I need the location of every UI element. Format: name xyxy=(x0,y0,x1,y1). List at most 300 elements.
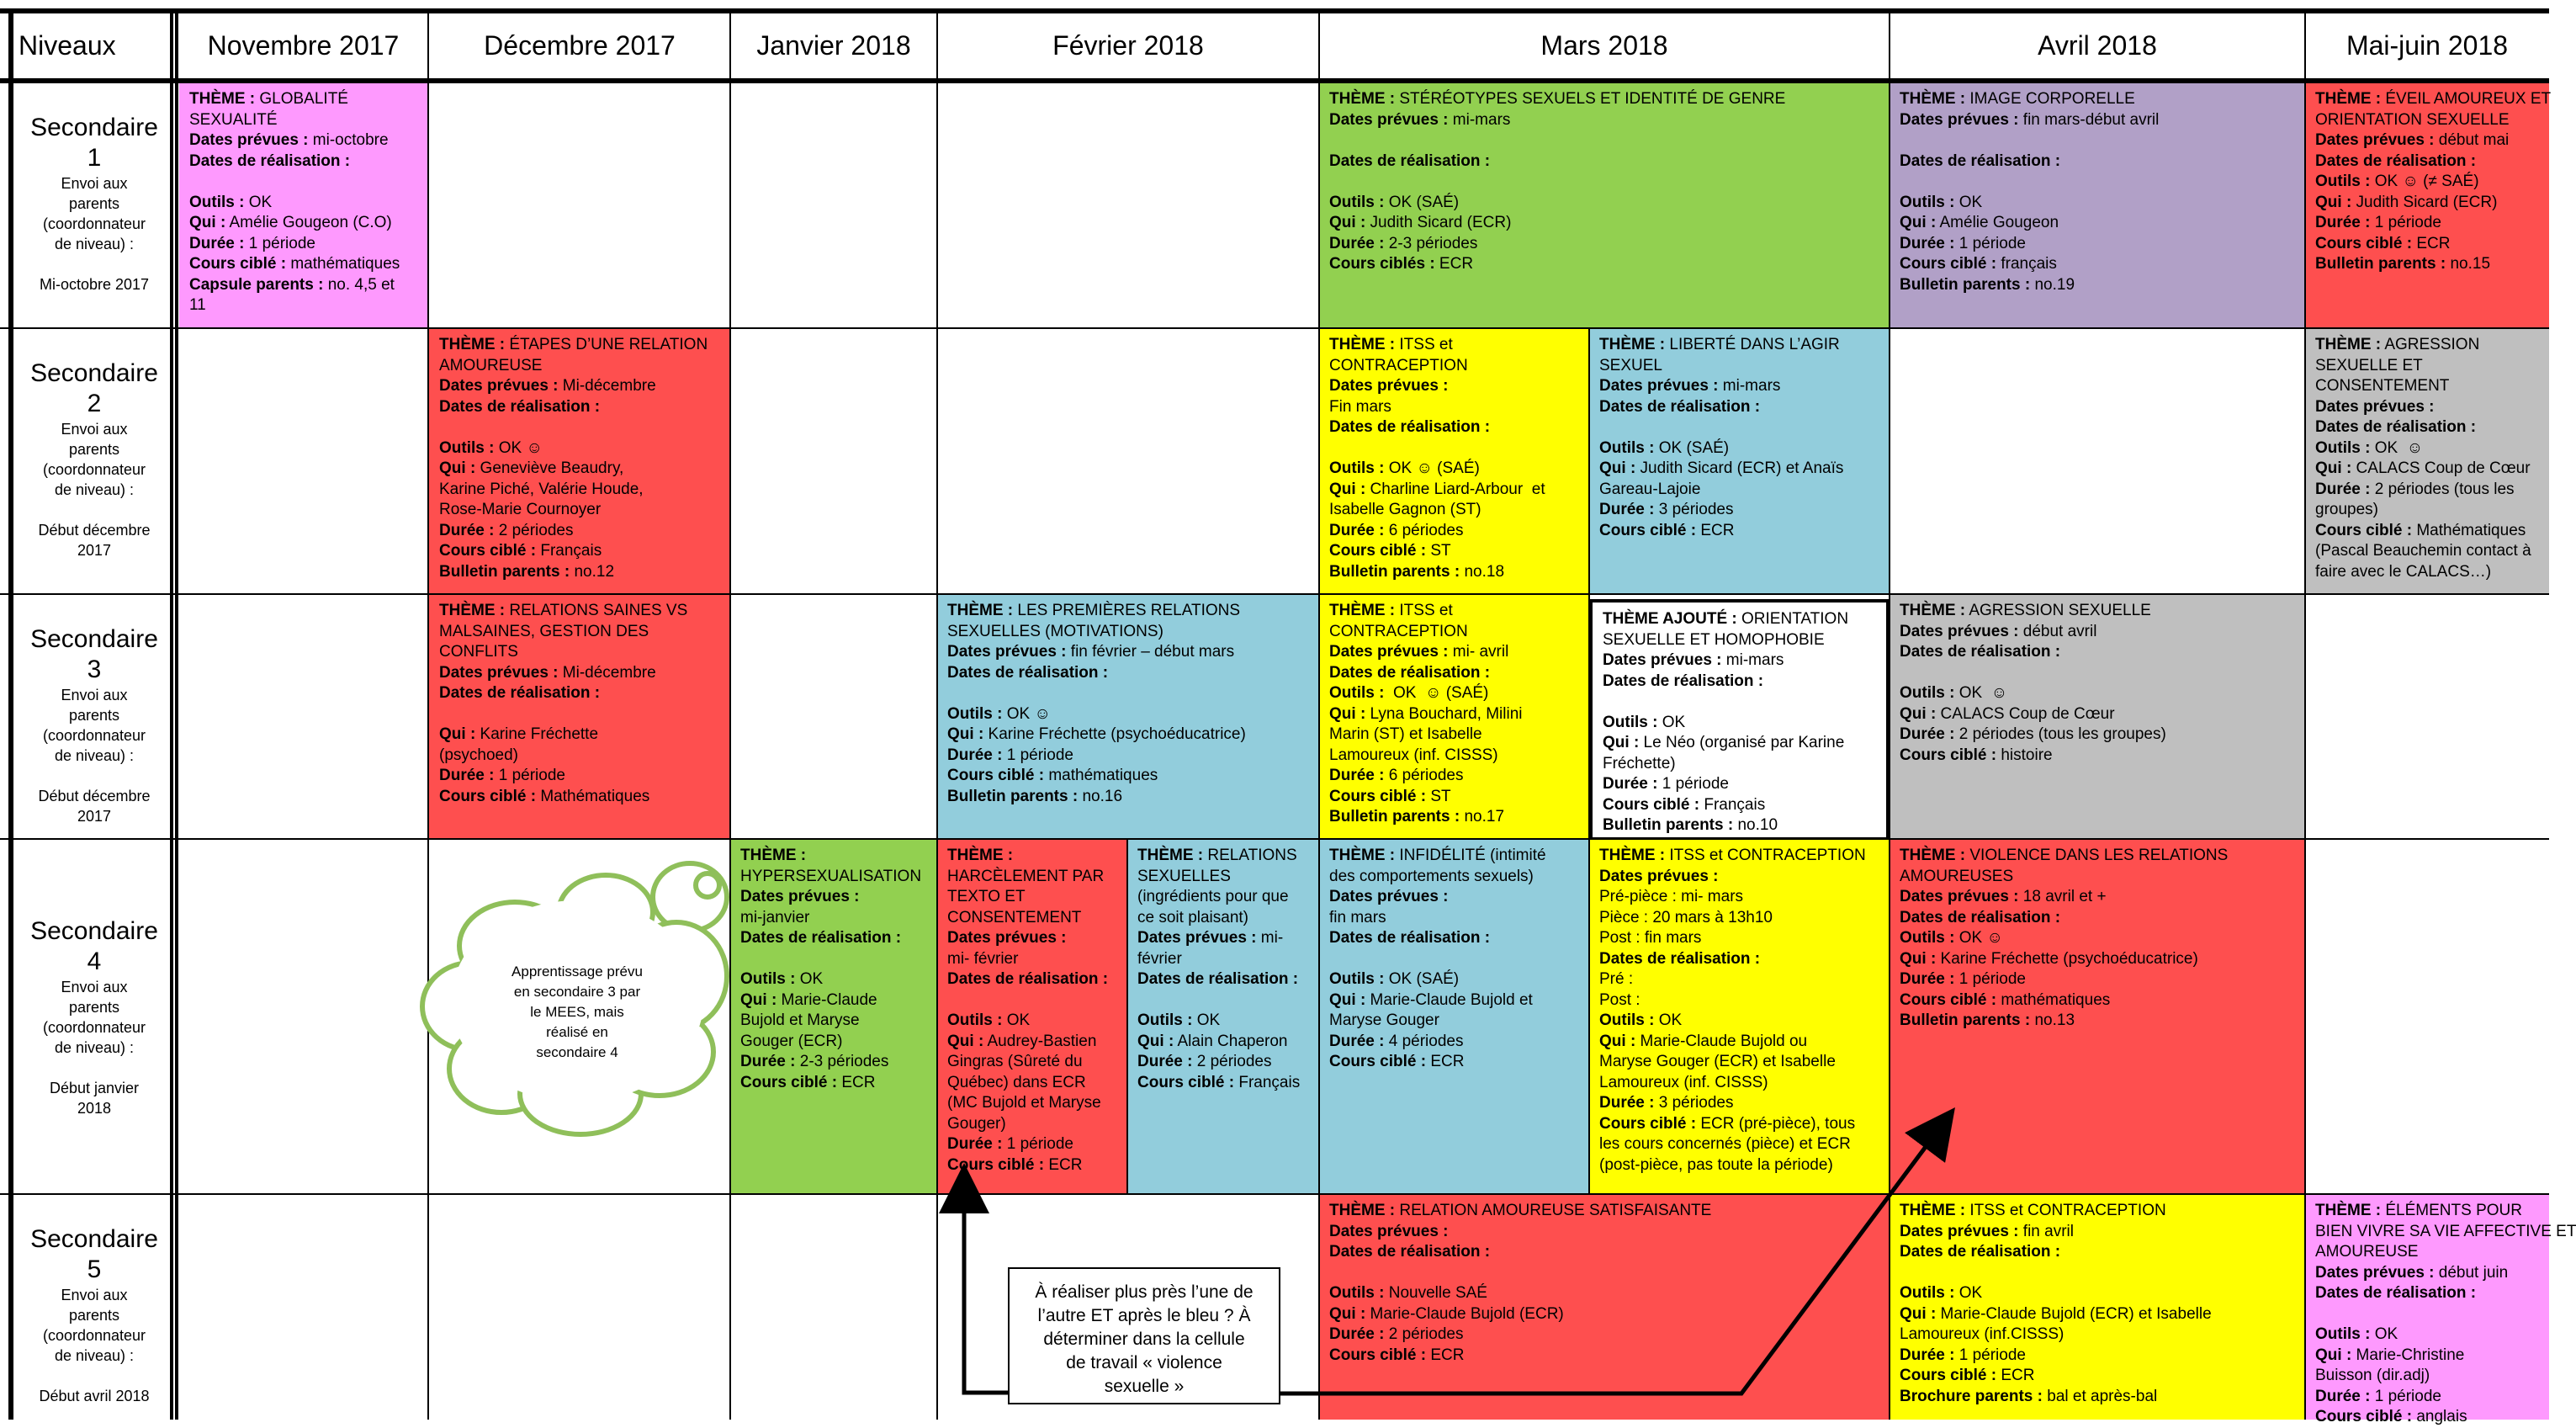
field-value: Karine Piché, Valérie Houde, xyxy=(439,480,644,498)
field-value: Lyna Bouchard, Milini xyxy=(1365,704,1523,723)
field-value: bal et après-bal xyxy=(2042,1387,2158,1405)
field-label: Durée : xyxy=(439,521,495,539)
field-value: Marie-Christine xyxy=(2351,1346,2465,1364)
field-value: ITSS et xyxy=(1395,336,1453,353)
field-label: Bulletin parents : xyxy=(1603,816,1734,834)
field-label: Outils : xyxy=(947,704,1003,723)
field-label: Cours ciblé : xyxy=(1900,255,1997,273)
field-label: Qui : xyxy=(1900,1304,1937,1323)
field-value: AMOUREUSE xyxy=(439,356,543,374)
field-value: no.13 xyxy=(2030,1011,2075,1029)
field-value: CONTRACEPTION xyxy=(1329,356,1468,374)
field-label: Cours ciblé : xyxy=(439,542,537,560)
field-value: Mi-décembre xyxy=(558,663,656,682)
field-label: Dates prévues : xyxy=(1329,888,1449,905)
field-value: BIEN VIVRE SA VIE AFFECTIVE ET xyxy=(2315,1222,2576,1240)
field-label: Dates prévues : xyxy=(2315,1263,2435,1282)
field-value: Post : fin mars xyxy=(1599,929,1702,947)
field-value: HARCÈLEMENT PAR xyxy=(947,867,1105,885)
field-value: Fin mars xyxy=(1329,397,1391,416)
field-label: Dates de réalisation : xyxy=(2315,418,2477,436)
field-label: Dates de réalisation : xyxy=(1329,418,1491,436)
field-value: OK xyxy=(1654,1011,1683,1029)
field-label: Dates de réalisation : xyxy=(1329,151,1491,170)
field-label: Outils : xyxy=(1329,459,1385,477)
field-label: Qui : xyxy=(1900,214,1937,231)
field-label: Dates de réalisation : xyxy=(189,151,351,170)
level-line: parents xyxy=(68,999,120,1016)
field-value: Karine Fréchette (psychoéducatrice) xyxy=(1936,949,2198,968)
field-value: OK xyxy=(244,193,273,211)
field-label: Dates de réalisation : xyxy=(1900,643,2061,661)
field-label: Durée : xyxy=(1599,501,1655,518)
field-label: Durée : xyxy=(2315,1387,2371,1405)
level-line: parents xyxy=(68,707,120,724)
field-value: OK xyxy=(2370,1325,2398,1343)
field-value: OK (SAÉ) xyxy=(1654,438,1730,457)
field-value: mathématiques xyxy=(286,255,400,273)
field-value: ECR xyxy=(1696,521,1735,539)
field-label: Outils : xyxy=(1599,1011,1655,1029)
level-send-date: Début décembre 2017 xyxy=(38,522,151,559)
field-value: 1 période xyxy=(1002,1135,1073,1153)
field-value: SEXUALITÉ xyxy=(189,110,278,129)
field-value: ÉTAPES D’UNE RELATION xyxy=(505,336,708,353)
field-label: THÈME : xyxy=(1900,1202,1966,1219)
field-value: (MC Bujold et Maryse xyxy=(947,1094,1101,1112)
cloud-line: en secondaire 3 par xyxy=(513,984,641,1000)
cloud-line: Apprentissage prévu xyxy=(511,964,643,979)
field-label: Outils : xyxy=(2315,1325,2371,1343)
note-line: À réaliser plus près l’une de xyxy=(1035,1282,1254,1302)
field-value: mi-octobre xyxy=(308,131,389,149)
field-label: Cours ciblé : xyxy=(740,1073,838,1091)
field-value: Amélie Gougeon xyxy=(1936,214,2059,231)
field-value: Lamoureux (inf.CISSS) xyxy=(1900,1325,2065,1343)
field-value: OK ☺ (SAÉ) xyxy=(1384,459,1480,477)
field-label: Outils : xyxy=(1900,929,1955,947)
level-number: 5 xyxy=(87,1255,102,1283)
field-value: 2 périodes xyxy=(1192,1053,1272,1070)
field-value: OK xyxy=(795,970,824,988)
field-value: AMOUREUSE xyxy=(2315,1243,2419,1261)
field-label: Cours ciblés : xyxy=(1329,255,1435,273)
field-label: Dates prévues : xyxy=(2315,131,2435,149)
field-value: histoire xyxy=(1996,746,2053,764)
field-value: Karine Fréchette (psychoéducatrice) xyxy=(983,725,1246,743)
field-value: Marie-Claude Bujold et xyxy=(1365,990,1533,1009)
field-label: Qui : xyxy=(1900,704,1937,723)
field-label: Cours ciblé : xyxy=(439,787,537,805)
field-value: 2 périodes (tous les groupes) xyxy=(1954,725,2166,743)
field-label: Dates prévues : xyxy=(1900,888,2019,905)
field-value: 6 périodes xyxy=(1384,521,1464,539)
field-label: Cours ciblé : xyxy=(947,1155,1045,1174)
field-label: Cours ciblé : xyxy=(2315,1408,2413,1425)
field-label: THÈME : xyxy=(1329,90,1396,108)
field-label: Outils : xyxy=(1603,713,1658,731)
field-label: Dates de réalisation : xyxy=(439,684,601,702)
field-value: Maryse Gouger xyxy=(1329,1011,1439,1029)
field-label: Qui : xyxy=(2315,459,2352,477)
field-label: Durée : xyxy=(1900,1346,1955,1364)
field-label: Qui : xyxy=(439,459,476,477)
field-value: Pré : xyxy=(1599,970,1634,988)
field-value: Marin (ST) et Isabelle xyxy=(1329,725,1482,743)
field-value: OK (SAÉ) xyxy=(1384,970,1460,988)
field-label: Cours ciblé : xyxy=(1329,1346,1427,1364)
level-line: parents xyxy=(68,1307,120,1324)
level-line: (coordonnateur xyxy=(42,1019,146,1036)
field-label: Durée : xyxy=(1599,1094,1655,1112)
field-label: Durée : xyxy=(947,1135,1003,1153)
field-value: mi- février xyxy=(947,949,1019,968)
field-value: Judith Sicard (ECR) et Anaïs xyxy=(1635,459,1844,477)
field-label: Bulletin parents : xyxy=(947,787,1079,805)
field-value: des comportements sexuels) xyxy=(1329,867,1534,885)
field-value: ECR xyxy=(1996,1367,2035,1384)
field-label: Dates prévues : xyxy=(1329,1222,1449,1240)
field-label: Bulletin parents : xyxy=(439,562,570,581)
field-value: OK xyxy=(1002,1011,1031,1029)
field-value: mi-mars xyxy=(1448,110,1511,129)
field-value: ECR xyxy=(2412,234,2451,252)
field-label: THÈME : xyxy=(1900,90,1966,108)
cloud-line: le MEES, mais xyxy=(530,1004,624,1020)
field-label: Capsule parents : xyxy=(189,275,324,294)
field-value: ECR xyxy=(1426,1346,1465,1364)
header-month-mai-juin: Mai-juin 2018 xyxy=(2345,29,2509,61)
field-label: Dates de réalisation : xyxy=(1900,1243,2061,1261)
field-label: Durée : xyxy=(1329,521,1385,539)
field-label: Bulletin parents : xyxy=(1329,562,1460,581)
level-title: Secondaire xyxy=(30,359,158,387)
field-value: RELATIONS SAINES VS xyxy=(505,602,688,619)
field-label: Outils : xyxy=(1599,438,1655,457)
field-value: Mi-décembre xyxy=(558,377,656,395)
level-number: 3 xyxy=(87,656,102,683)
level-number: 2 xyxy=(87,390,102,417)
field-label: Durée : xyxy=(439,767,495,784)
field-label: Brochure parents : xyxy=(1900,1387,2043,1405)
field-label: Qui : xyxy=(1329,990,1366,1009)
level-line: de niveau) : xyxy=(54,1039,135,1056)
field-value: Alain Chaperon xyxy=(1174,1032,1288,1050)
level-send-date: Début décembre 2017 xyxy=(38,788,151,825)
field-value: Français xyxy=(536,542,602,560)
field-label: Dates de réalisation : xyxy=(439,397,601,416)
level-line: de niveau) : xyxy=(54,747,135,764)
field-label: Outils : xyxy=(189,193,245,211)
field-value: LES PREMIÈRES RELATIONS xyxy=(1013,602,1241,619)
note-line: de travail « violence xyxy=(1066,1353,1222,1372)
field-value: no.10 xyxy=(1733,816,1778,834)
field-label: Cours ciblé : xyxy=(189,255,287,273)
field-value: AMOUREUSES xyxy=(1900,867,2014,885)
field-label: Dates de réalisation : xyxy=(1329,1243,1491,1261)
field-value: Marie-Claude xyxy=(777,990,877,1009)
field-value: HYPERSEXUALISATION xyxy=(740,867,922,885)
field-label: Dates de réalisation : xyxy=(740,929,902,947)
field-value: fin mars-début avril xyxy=(2018,110,2160,129)
field-label: THÈME : xyxy=(1329,847,1396,864)
field-label: Dates prévues : xyxy=(1329,110,1449,129)
field-value: ITSS et xyxy=(1395,602,1453,619)
field-value: OK ☺ xyxy=(1954,684,2008,702)
field-value: CONSENTEMENT xyxy=(947,908,1082,926)
field-value: fin avril xyxy=(2018,1222,2074,1240)
field-value: Post : xyxy=(1599,990,1640,1009)
field-label: Cours ciblé : xyxy=(947,767,1045,784)
field-label: Cours ciblé : xyxy=(1900,746,1997,764)
field-label: Dates de réalisation : xyxy=(1329,663,1491,682)
field-label: Bulletin parents : xyxy=(1329,808,1460,825)
field-label: Dates prévues : xyxy=(1137,929,1257,947)
field-label: THÈME : xyxy=(740,847,807,864)
field-value: no.19 xyxy=(2030,275,2075,294)
level-send-date: Mi-octobre 2017 xyxy=(39,276,150,293)
field-value: Karine Fréchette xyxy=(475,725,599,743)
field-value: OK ☺ xyxy=(1954,929,2003,947)
field-label: Qui : xyxy=(947,725,984,743)
field-label: THÈME : xyxy=(189,90,256,108)
field-value: 11 xyxy=(189,296,206,314)
field-value: mathématiques xyxy=(1044,767,1158,784)
field-label: Dates de réalisation : xyxy=(1599,397,1761,416)
field-label: Dates de réalisation : xyxy=(1603,672,1764,690)
field-value: TEXTO ET xyxy=(947,888,1026,905)
field-label: Cours ciblé : xyxy=(1137,1073,1235,1091)
field-value: OK xyxy=(1954,193,1983,211)
field-value: 2-3 périodes xyxy=(1384,234,1478,252)
field-label: Dates prévues : xyxy=(740,888,860,905)
level-line: de niveau) : xyxy=(54,481,135,498)
field-value: 1 période xyxy=(244,234,315,252)
level-number: 1 xyxy=(87,144,102,172)
level-line: Envoi aux xyxy=(61,1287,128,1303)
field-value: OK xyxy=(1192,1011,1221,1029)
header-month-avril: Avril 2018 xyxy=(2038,29,2157,61)
field-label: THÈME AJOUTÉ : xyxy=(1603,610,1737,628)
field-value: ECR xyxy=(837,1073,876,1091)
field-label: Dates de réalisation : xyxy=(947,663,1109,682)
field-label: Outils : xyxy=(439,438,495,457)
field-label: THÈME : xyxy=(2315,90,2382,108)
field-value: 2 périodes (tous les xyxy=(2370,480,2515,498)
field-label: Cours ciblé : xyxy=(1329,787,1427,805)
field-value: CALACS Coup de Cœur xyxy=(2351,459,2531,477)
field-label: Dates de réalisation : xyxy=(1900,908,2061,926)
field-label: Durée : xyxy=(1137,1053,1193,1070)
level-send-date: Début janvier 2018 xyxy=(49,1080,140,1117)
field-value: OK ☺ (≠ SAÉ) xyxy=(2370,173,2479,190)
field-value: 3 périodes xyxy=(1654,1094,1734,1112)
field-label: Durée : xyxy=(189,234,245,252)
field-value: 3 périodes xyxy=(1654,501,1734,518)
field-label: Dates prévues : xyxy=(1603,651,1722,669)
level-line: parents xyxy=(68,441,120,458)
field-value: ECR (pré-pièce), tous xyxy=(1696,1114,1856,1133)
field-value: (ingrédients pour que xyxy=(1137,888,1289,905)
field-value: OK ☺ xyxy=(2370,438,2424,457)
field-value: Amélie Gougeon (C.O) xyxy=(225,214,392,231)
field-label: Qui : xyxy=(1599,459,1636,477)
field-value: MALSAINES, GESTION DES xyxy=(439,622,649,640)
header-month-janvier: Janvier 2018 xyxy=(756,29,911,61)
field-value: no.12 xyxy=(570,562,615,581)
field-label: Cours ciblé : xyxy=(1599,521,1697,539)
field-value: Français xyxy=(1699,795,1766,814)
field-value: début avril xyxy=(2018,622,2097,640)
field-label: Dates de réalisation : xyxy=(1900,151,2061,170)
field-value: CONSENTEMENT xyxy=(2315,377,2450,395)
level-line: (coordonnateur xyxy=(42,1327,146,1344)
field-label: Dates de réalisation : xyxy=(1329,929,1491,947)
field-label: Qui : xyxy=(1329,480,1366,498)
field-value: mi-mars xyxy=(1718,377,1781,395)
field-value: Gouger (ECR) xyxy=(740,1032,843,1050)
field-label: Durée : xyxy=(1900,725,1955,743)
field-value: Mathématiques xyxy=(2412,521,2526,539)
field-label: Dates de réalisation : xyxy=(1137,970,1299,988)
field-label: Cours ciblé : xyxy=(1900,1367,1997,1384)
field-label: Qui : xyxy=(1137,1032,1174,1050)
field-value: Québec) dans ECR xyxy=(947,1073,1086,1091)
field-label: Dates prévues : xyxy=(1599,377,1719,395)
field-label: Durée : xyxy=(2315,214,2371,231)
field-label: Dates de réalisation : xyxy=(2315,151,2477,170)
field-label: THÈME : xyxy=(1599,847,1666,864)
field-label: THÈME : xyxy=(439,602,506,619)
field-value: Gareau-Lajoie xyxy=(1599,480,1701,498)
field-label: Qui : xyxy=(1900,949,1937,968)
field-value: no.15 xyxy=(2446,255,2491,273)
level-line: (coordonnateur xyxy=(42,215,146,232)
field-label: Cours ciblé : xyxy=(2315,234,2413,252)
field-value: CONFLITS xyxy=(439,643,518,661)
field-label: Qui : xyxy=(947,1032,984,1050)
field-label: Dates prévues : xyxy=(947,929,1067,947)
field-value: mi- avril xyxy=(1448,643,1509,661)
field-label: THÈME : xyxy=(2315,1202,2382,1219)
field-value: 2 périodes xyxy=(1384,1325,1464,1343)
field-value: SEXUEL xyxy=(1599,356,1662,374)
header-month-fevrier: Février 2018 xyxy=(1052,29,1204,61)
field-value: Geneviève Beaudry, xyxy=(475,459,624,477)
field-value: ITSS et CONTRACEPTION xyxy=(1965,1202,2166,1219)
field-label: Outils : xyxy=(947,1011,1003,1029)
field-value: OK xyxy=(1954,1284,1983,1302)
field-value: Maryse Gouger (ECR) et Isabelle xyxy=(1599,1053,1836,1070)
field-label: Outils : xyxy=(1900,193,1955,211)
field-value: mathématiques xyxy=(1996,990,2111,1009)
field-label: Cours ciblé : xyxy=(1329,542,1427,560)
field-value: 1 période xyxy=(1002,746,1073,764)
field-label: Durée : xyxy=(1329,234,1385,252)
field-label: Qui : xyxy=(1329,704,1366,723)
header-niveaux: Niveaux xyxy=(19,29,116,61)
field-value: 1 période xyxy=(1954,234,2026,252)
field-value: les cours concernés (pièce) et ECR xyxy=(1599,1135,1851,1153)
note-line: déterminer dans la cellule xyxy=(1043,1330,1245,1349)
field-value: Gingras (Sûreté du xyxy=(947,1053,1083,1070)
field-value: ECR xyxy=(1426,1053,1465,1070)
field-value: mi-janvier xyxy=(740,908,810,926)
field-value: AGRESSION xyxy=(2381,336,2480,353)
field-value: 1 période xyxy=(2370,214,2441,231)
field-value: Marie-Claude Bujold ou xyxy=(1635,1032,1808,1050)
field-label: Dates de réalisation : xyxy=(2315,1284,2477,1302)
field-value: INFIDÉLITÉ (intimité xyxy=(1395,847,1546,864)
field-label: Durée : xyxy=(2315,480,2371,498)
field-label: Qui : xyxy=(189,214,226,231)
field-value: SEXUELLE ET HOMOPHOBIE xyxy=(1603,630,1825,649)
field-value: no. 4,5 et xyxy=(323,275,395,294)
field-label: Durée : xyxy=(1900,970,1955,988)
field-value: SEXUELLES (MOTIVATIONS) xyxy=(947,622,1163,640)
field-label: Outils : xyxy=(1329,193,1385,211)
field-value: OK xyxy=(1657,713,1686,731)
field-value: ORIENTATION xyxy=(1736,610,1849,628)
field-label: Durée : xyxy=(1603,775,1658,793)
field-label: Bulletin parents : xyxy=(2315,255,2446,273)
level-line: Envoi aux xyxy=(61,421,128,438)
field-label: THÈME : xyxy=(1599,336,1666,353)
field-value: 4 périodes xyxy=(1384,1032,1464,1050)
field-label: Outils : xyxy=(2315,173,2371,190)
field-value: fin mars xyxy=(1329,908,1386,926)
field-value: OK ☺ xyxy=(1002,704,1051,723)
header-month-decembre: Décembre 2017 xyxy=(484,29,676,61)
field-value: mi-mars xyxy=(1721,651,1784,669)
field-label: Qui : xyxy=(740,990,777,1009)
cloud-line: réalisé en xyxy=(546,1024,608,1040)
field-value: (post-pièce, pas toute la période) xyxy=(1599,1155,1833,1174)
field-value: Marie-Claude Bujold (ECR) et Isabelle xyxy=(1936,1304,2212,1323)
field-label: Qui : xyxy=(2315,1346,2352,1364)
field-value: Le Néo (organisé par Karine xyxy=(1639,734,1845,751)
field-label: Outils : xyxy=(1329,1284,1385,1302)
field-value: IMAGE CORPORELLE xyxy=(1965,90,2135,108)
cloud-line: secondaire 4 xyxy=(536,1044,618,1060)
field-value: ÉVEIL AMOUREUX ET xyxy=(2381,90,2552,108)
field-value: (psychoed) xyxy=(439,746,518,764)
field-label: Dates prévues : xyxy=(439,377,559,395)
field-value: no.17 xyxy=(1460,808,1505,825)
field-value: Rose-Marie Cournoyer xyxy=(439,501,602,518)
field-value: ECR xyxy=(1044,1155,1083,1174)
field-value: 2-3 périodes xyxy=(795,1053,889,1070)
level-title: Secondaire xyxy=(30,917,158,945)
field-label: THÈME : xyxy=(1137,847,1204,864)
field-label: THÈME : xyxy=(1900,847,1966,864)
cloud-note xyxy=(493,962,661,1063)
field-value: 1 période xyxy=(494,767,565,784)
field-value: (Pascal Beauchemin contact à xyxy=(2315,542,2531,560)
level-title: Secondaire xyxy=(30,1225,158,1253)
field-value: RELATIONS xyxy=(1203,847,1297,864)
field-value: français xyxy=(1996,255,2057,273)
level-title: Secondaire xyxy=(30,625,158,653)
field-value: LIBERTÉ DANS L’AGIR xyxy=(1665,336,1840,353)
level-line: (coordonnateur xyxy=(42,461,146,478)
field-label: Durée : xyxy=(947,746,1003,764)
field-value: ITSS et CONTRACEPTION xyxy=(1665,847,1866,864)
field-label: THÈME : xyxy=(439,336,506,353)
field-label: Dates prévues : xyxy=(1329,643,1449,661)
field-label: Cours ciblé : xyxy=(1329,1053,1427,1070)
field-value: 2 périodes xyxy=(494,521,574,539)
